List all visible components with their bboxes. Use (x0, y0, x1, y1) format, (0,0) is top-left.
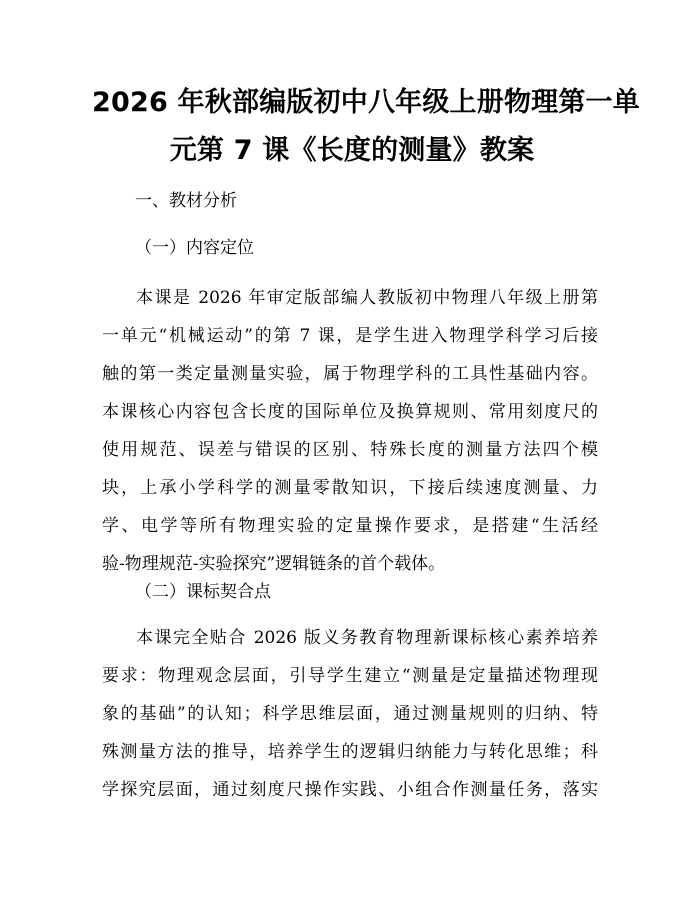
subsection-heading-curriculum-standards: （二）课标契合点 (135, 582, 271, 602)
paragraph-line: 本课是 2026 年审定版部编人教版初中物理八年级上册第 (136, 288, 598, 308)
paragraph-line: 本课核心内容包含长度的国际单位及换算规则、常用刻度尺的 (102, 402, 598, 422)
document-title-line-1: 2026 年秋部编版初中八年级上册物理第一单 (92, 87, 640, 118)
paragraph-line: 学探究层面，通过刻度尺操作实践、小组合作测量任务，落实 (102, 780, 598, 800)
paragraph-line: 验-物理规范-实验探究”逻辑链条的首个载体。 (102, 554, 446, 574)
section-heading-textbook-analysis: 一、教材分析 (135, 191, 237, 211)
paragraph-line: 一单元“机械运动”的第 7 课，是学生进入物理学科学习后接 (102, 326, 598, 346)
paragraph-content-positioning (102, 288, 598, 592)
paragraph-line: 块，上承小学科学的测量零散知识，下接后续速度测量、力 (102, 478, 598, 498)
paragraph-line: 学、电学等所有物理实验的定量操作要求，是搭建“生活经 (102, 516, 598, 536)
document-title-line-2: 元第 7 课《长度的测量》教案 (169, 135, 535, 166)
subsection-heading-content-positioning: （一）内容定位 (135, 238, 254, 258)
paragraph-line: 象的基础”的认知；科学思维层面，通过测量规则的归纳、特 (102, 704, 598, 724)
paragraph-line: 殊测量方法的推导，培养学生的逻辑归纳能力与转化思维；科 (102, 742, 598, 762)
paragraph-curriculum-standards (102, 628, 598, 818)
paragraph-line: 使用规范、误差与错误的区别、特殊长度的测量方法四个模 (102, 440, 598, 460)
paragraph-line: 本课完全贴合 2026 版义务教育物理新课标核心素养培养 (136, 628, 598, 648)
paragraph-line: 要求：物理观念层面，引导学生建立“测量是定量描述物理现 (102, 666, 598, 686)
paragraph-line: 触的第一类定量测量实验，属于物理学科的工具性基础内容。 (102, 364, 598, 384)
